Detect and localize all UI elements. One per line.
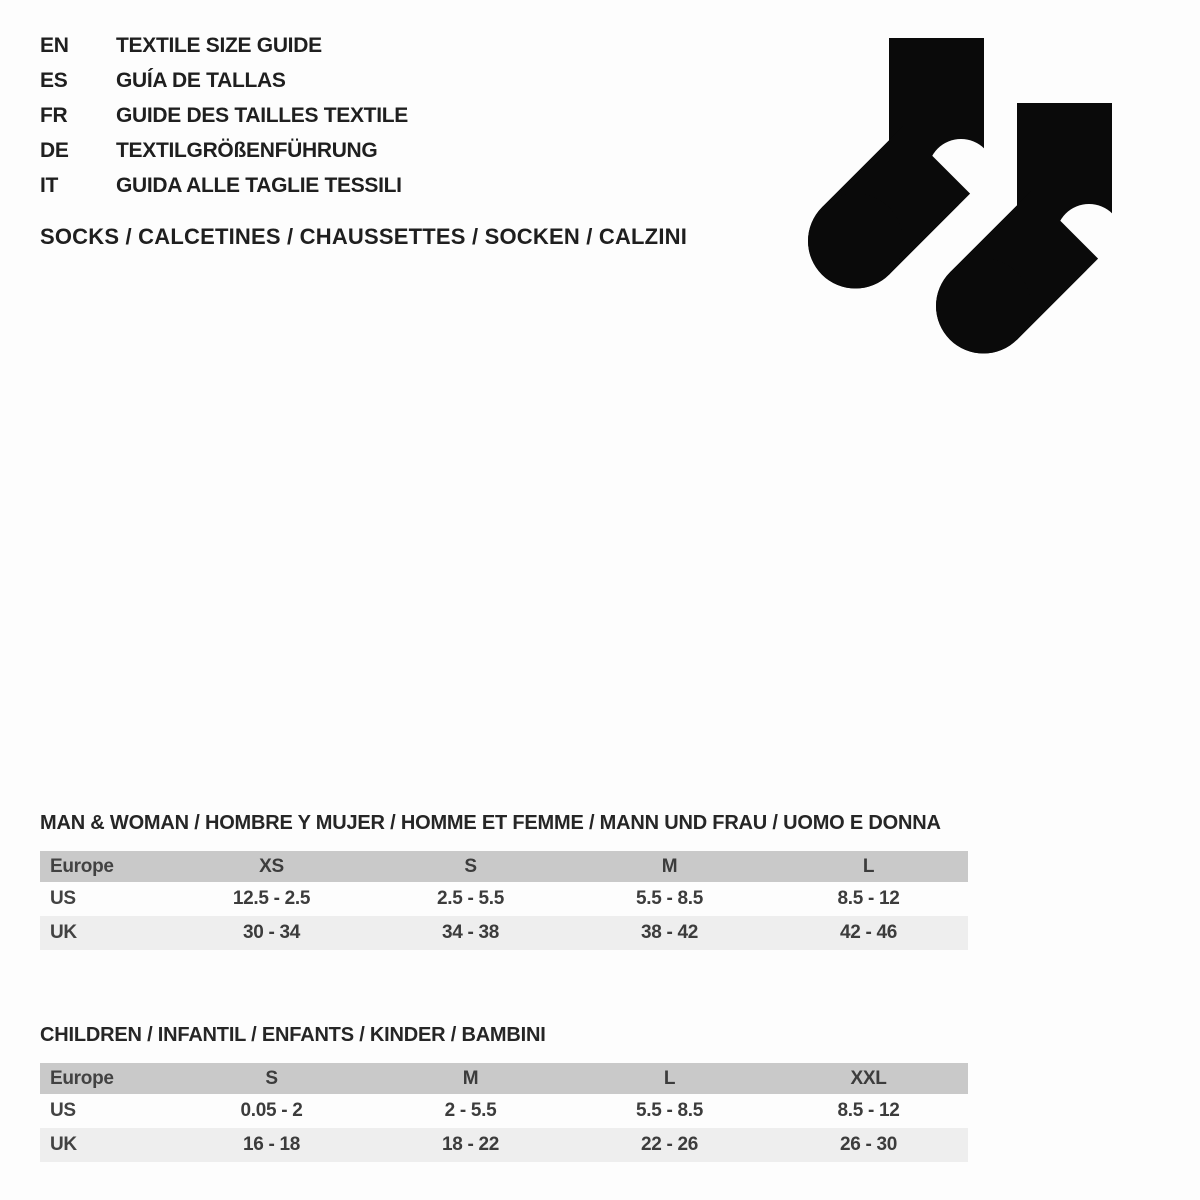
row-label-uk: UK	[50, 922, 77, 943]
header-cell-s: S	[464, 856, 477, 877]
socks-icon	[800, 20, 1200, 380]
header-cell-m: M	[661, 856, 678, 877]
language-row-en	[40, 28, 408, 63]
row-label-us: US	[50, 1100, 76, 1121]
cell-uk-l: 22 - 26	[640, 1134, 699, 1155]
cell-us-xxl: 8.5 - 12	[837, 1100, 900, 1121]
cell-uk-m: 18 - 22	[441, 1134, 500, 1155]
header-cell-m: M	[462, 1068, 479, 1089]
table-header-row	[40, 851, 968, 882]
table-row-uk	[40, 916, 968, 950]
cell-uk-xxl: 26 - 30	[839, 1134, 898, 1155]
language-row-de	[40, 133, 408, 168]
table-row-us	[40, 1094, 968, 1128]
language-code-it: IT	[40, 174, 59, 197]
cell-uk-l: 42 - 46	[839, 922, 898, 943]
row-label-us: US	[50, 888, 76, 909]
cell-us-m: 2 - 5.5	[444, 1100, 497, 1121]
size-table	[40, 1063, 968, 1162]
table-row-uk	[40, 1128, 968, 1162]
header-cell-region: Europe	[50, 856, 114, 877]
table-header-row	[40, 1063, 968, 1094]
language-code-de: DE	[40, 139, 69, 162]
language-row-fr	[40, 98, 408, 133]
sock-shape	[808, 38, 994, 289]
language-title-list	[40, 28, 408, 203]
cell-us-s: 2.5 - 5.5	[436, 888, 504, 909]
language-title-fr: GUIDE DES TAILLES TEXTILE	[116, 104, 408, 127]
header-cell-l: L	[663, 1068, 676, 1089]
header-cell-xxl: XXL	[850, 1068, 887, 1089]
size-table-children	[40, 1024, 968, 1162]
size-table	[40, 851, 968, 950]
language-row-es	[40, 63, 408, 98]
cell-uk-m: 38 - 42	[640, 922, 699, 943]
language-code-fr: FR	[40, 104, 68, 127]
cell-uk-s: 34 - 38	[441, 922, 500, 943]
table-row-us	[40, 882, 968, 916]
size-table-man-woman	[40, 812, 968, 950]
language-code-es: ES	[40, 69, 68, 92]
language-title-it: GUIDA ALLE TAGLIE TESSILI	[116, 174, 402, 197]
cell-us-l: 8.5 - 12	[837, 888, 900, 909]
language-title-es: GUÍA DE TALLAS	[116, 69, 286, 92]
language-title-de: TEXTILGRÖßENFÜHRUNG	[116, 139, 378, 162]
language-title-en: TEXTILE SIZE GUIDE	[116, 34, 322, 57]
cell-uk-xs: 30 - 34	[242, 922, 301, 943]
category-heading: SOCKS / CALCETINES / CHAUSSETTES / SOCKEN / CALZINI	[40, 224, 688, 249]
header-cell-l: L	[862, 856, 875, 877]
language-row-it	[40, 168, 408, 203]
table-title-man-woman: MAN & WOMAN / HOMBRE Y MUJER / HOMME ET FEMME / MANN UND FRAU / UOMO E DONNA	[40, 812, 941, 834]
header-cell-xs: XS	[259, 856, 284, 877]
header-cell-s: S	[265, 1068, 278, 1089]
cell-us-m: 5.5 - 8.5	[635, 888, 703, 909]
cell-us-l: 5.5 - 8.5	[635, 1100, 703, 1121]
header-cell-region: Europe	[50, 1068, 114, 1089]
language-code-en: EN	[40, 34, 69, 57]
cell-us-xs: 12.5 - 2.5	[232, 888, 311, 909]
row-label-uk: UK	[50, 1134, 77, 1155]
cell-us-s: 0.05 - 2	[240, 1100, 303, 1121]
table-title-children: CHILDREN / INFANTIL / ENFANTS / KINDER / BAMBINI	[40, 1024, 546, 1046]
cell-uk-s: 16 - 18	[242, 1134, 301, 1155]
